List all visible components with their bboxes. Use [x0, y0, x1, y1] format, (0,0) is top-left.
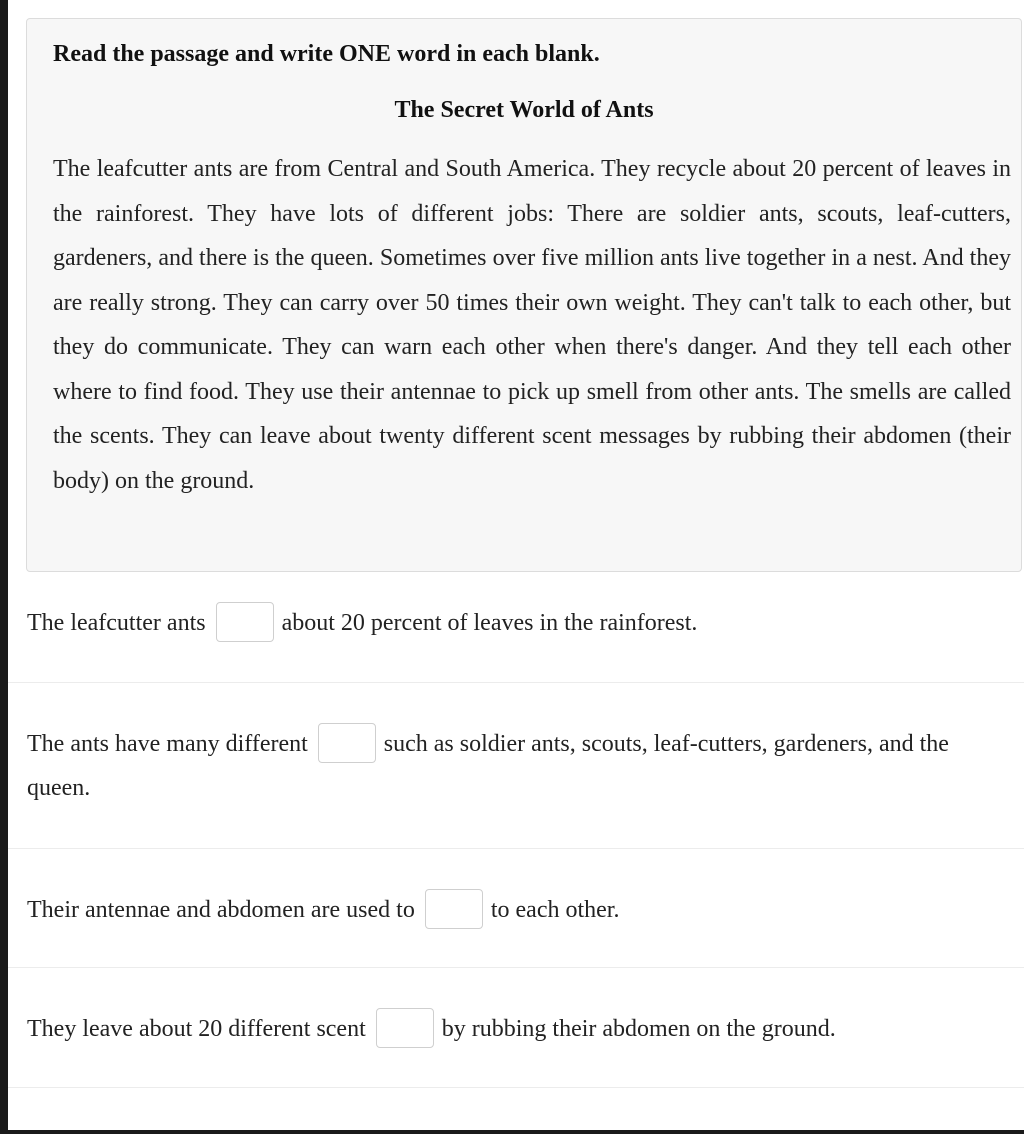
question-3-text-before: Their antennae and abdomen are used to: [27, 897, 415, 923]
question-2: [27, 722, 1012, 810]
question-3-text-after: to each other.: [490, 897, 620, 923]
question-divider: [8, 682, 1024, 683]
question-3-answer-input[interactable]: [425, 889, 483, 929]
instruction-text: Read the passage and write ONE word in each blank.: [53, 41, 600, 67]
question-3: [27, 888, 1012, 932]
question-divider: [8, 1087, 1024, 1088]
question-4: [27, 1007, 1012, 1051]
question-2-answer-input[interactable]: [318, 723, 376, 763]
question-2-text-before: The ants have many different: [27, 731, 308, 757]
question-4-text-before: They leave about 20 different scent: [27, 1016, 366, 1042]
passage-body: The leafcutter ants are from Central and South America. They recycle about 20 percent of leaves in the rainforest. They have lots of different jobs: There are soldier ants, scouts, leaf-cutters, gardeners, and there is the queen. Sometimes over five million ants live together in a nest. And they are really strong. They can carry over 50 times their own weight. They can't talk to each other, but they do communicate. They can warn each other when there's danger. And they tell each other where to find food. They use their antennae to pick up smell from other ants. The smells are called the scents. They can leave about twenty different scent messages by rubbing their abdomen (their body) on the ground.: [53, 156, 1011, 494]
question-1-text-after: about 20 percent of leaves in the rainforest.: [281, 610, 698, 636]
passage-title: The Secret World of Ants: [394, 97, 654, 123]
question-1-answer-input[interactable]: [216, 602, 274, 642]
question-divider: [8, 848, 1024, 849]
question-divider: [8, 967, 1024, 968]
question-1-text-before: The leafcutter ants: [27, 610, 206, 636]
question-2-text-after: such as soldier ants, scouts, leaf-cutters, gardeners, and the queen.: [27, 731, 949, 801]
worksheet-page: [8, 0, 1024, 1130]
question-4-answer-input[interactable]: [376, 1008, 434, 1048]
question-4-text-after: by rubbing their abdomen on the ground.: [441, 1016, 836, 1042]
question-1: [27, 601, 1012, 645]
passage-card: [26, 18, 1022, 572]
